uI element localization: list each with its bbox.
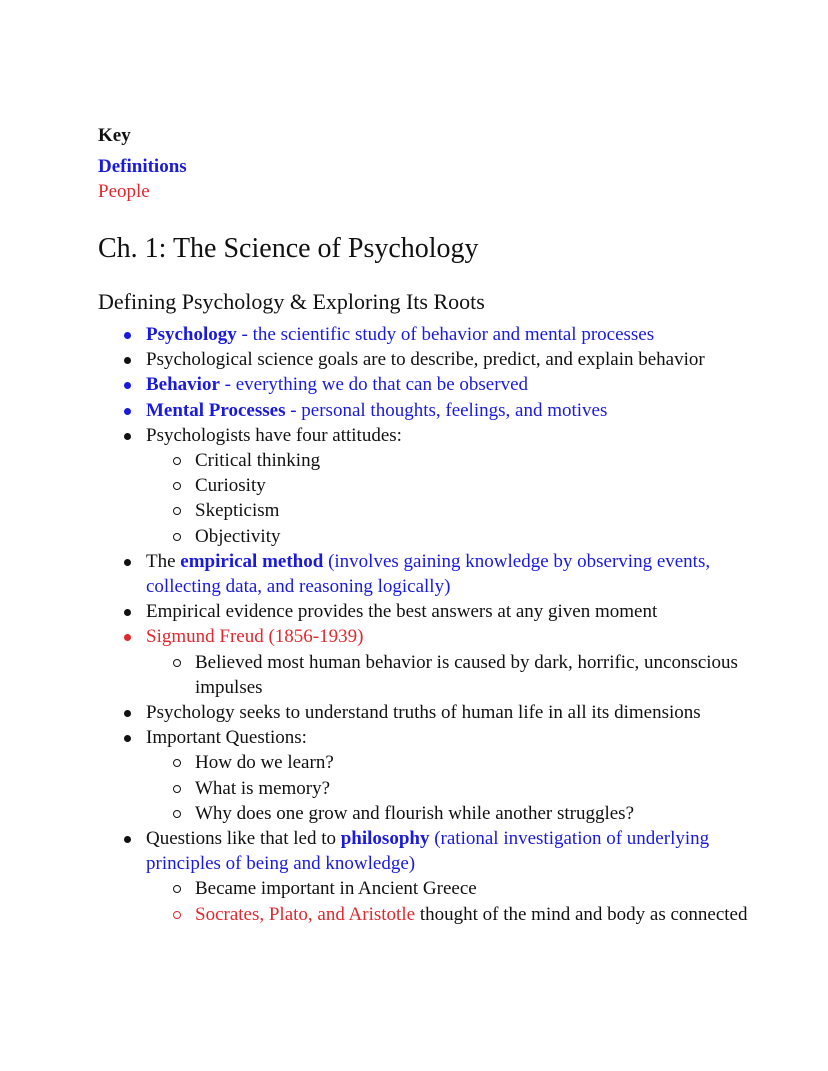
list-item-empirical-evidence	[146, 599, 758, 624]
definition-term: Behavior	[146, 374, 220, 396]
sublist-item	[195, 876, 758, 901]
sublist-item: What is memory?	[195, 776, 758, 801]
definition-text: (rational investigation of underlying principles of being and knowledge)	[146, 828, 710, 875]
section-title: Defining Psychology & Exploring Its Roots	[98, 289, 485, 314]
freud-sublist	[146, 650, 758, 700]
definition-term: Psychology	[146, 324, 237, 345]
definition-term: empirical method	[180, 550, 324, 572]
list-item-philosophy	[146, 826, 758, 927]
list-item-behavior	[146, 372, 758, 397]
definition-term: philosophy	[340, 828, 430, 850]
sublist-item: Skepticism	[195, 498, 758, 523]
chapter-title: Ch. 1: The Science of Psychology	[98, 233, 479, 264]
list-item-important-questions	[146, 725, 758, 826]
definition-term: Mental Processes	[146, 399, 286, 421]
list-item-attitudes	[146, 423, 758, 549]
key-people-label: People	[98, 181, 150, 202]
questions-sublist	[146, 750, 758, 826]
key-legend	[98, 122, 758, 204]
document-page	[98, 122, 758, 927]
sublist-item-philosophers	[195, 902, 758, 927]
list-item-goals	[146, 347, 758, 372]
list-item-truths	[146, 700, 758, 725]
key-title: Key	[98, 125, 131, 146]
definition-text: (involves gaining knowledge by observing events, collecting data, and reasoning logically)	[146, 550, 711, 598]
notes-list	[98, 322, 758, 927]
sublist-item-text: thought of the mind and body as connected	[415, 903, 748, 925]
list-item-text: Important Questions:	[146, 727, 307, 749]
attitudes-sublist	[146, 448, 758, 549]
person-name: Sigmund Freud (1856-1939)	[146, 626, 364, 648]
sublist-item: Curiosity	[195, 473, 758, 498]
sublist-item: Why does one grow and flourish while another struggles?	[195, 801, 758, 826]
sublist-item: Objectivity	[195, 524, 758, 549]
sublist-item: Believed most human behavior is caused by dark, horrific, unconscious impulses	[195, 650, 758, 700]
definition-text: - the scientific study of behavior and mental processes	[236, 324, 655, 345]
key-definitions-label: Definitions	[98, 156, 187, 177]
definition-text: - personal thoughts, feelings, and motives	[285, 399, 608, 421]
list-item-prefix: Questions like that led to	[146, 828, 341, 850]
list-item-text: Psychologists have four attitudes:	[146, 424, 402, 446]
list-item-text: Empirical evidence provides the best answers at any given moment	[146, 601, 658, 623]
philosophy-sublist	[146, 876, 758, 926]
sublist-item-text: Became important in Ancient Greece	[195, 878, 477, 900]
list-item-prefix: The	[146, 550, 181, 572]
list-item-psychology	[146, 322, 758, 347]
definition-text: - everything we do that can be observed	[219, 374, 529, 396]
list-item-freud	[146, 624, 758, 700]
sublist-item: How do we learn?	[195, 750, 758, 775]
list-item-text: Psychological science goals are to describe, predict, and explain behavior	[146, 349, 705, 371]
person-name: Socrates, Plato, and Aristotle	[195, 903, 416, 925]
list-item-mental-processes	[146, 398, 758, 423]
list-item-empirical-method	[146, 549, 758, 599]
list-item-text: Psychology seeks to understand truths of human life in all its dimensions	[146, 702, 701, 724]
sublist-item: Critical thinking	[195, 448, 758, 473]
